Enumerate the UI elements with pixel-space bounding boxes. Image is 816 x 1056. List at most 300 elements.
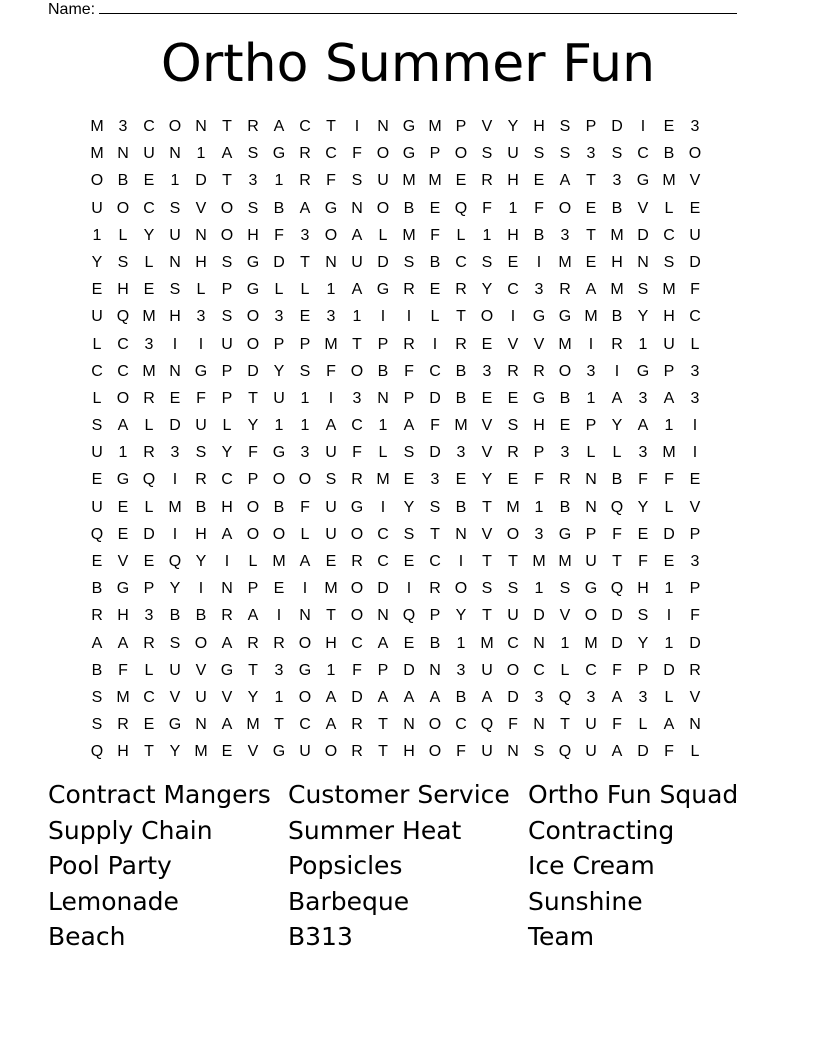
grid-letter[interactable]: A <box>403 688 415 706</box>
grid-letter[interactable]: 1 <box>664 634 674 652</box>
grid-letter[interactable]: L <box>664 199 674 217</box>
grid-letter[interactable]: 1 <box>456 634 466 652</box>
grid-letter[interactable]: 3 <box>586 362 596 380</box>
grid-letter[interactable]: O <box>454 145 468 163</box>
grid-letter[interactable]: N <box>637 253 649 271</box>
grid-letter[interactable]: 1 <box>196 145 206 163</box>
grid-letter[interactable]: O <box>688 145 702 163</box>
grid-letter[interactable]: N <box>221 580 233 598</box>
grid-letter[interactable]: G <box>324 199 338 217</box>
grid-letter[interactable]: 1 <box>664 417 674 435</box>
grid-letter[interactable]: L <box>586 444 596 462</box>
grid-letter[interactable]: F <box>690 281 700 299</box>
grid-letter[interactable]: E <box>533 172 545 190</box>
grid-letter[interactable]: V <box>117 553 129 570</box>
grid-letter[interactable]: C <box>377 553 389 570</box>
grid-letter[interactable]: N <box>377 118 389 135</box>
grid-letter[interactable]: P <box>273 335 285 353</box>
grid-letter[interactable]: C <box>351 417 363 435</box>
grid-letter[interactable]: A <box>221 525 233 543</box>
grid-letter[interactable]: P <box>455 118 467 135</box>
grid-letter[interactable]: R <box>351 553 363 570</box>
grid-letter[interactable]: S <box>169 199 181 217</box>
grid-letter[interactable]: N <box>325 253 337 271</box>
grid-letter[interactable]: C <box>637 145 649 163</box>
grid-letter[interactable]: F <box>300 498 310 516</box>
grid-letter[interactable]: O <box>480 308 494 326</box>
grid-letter[interactable]: N <box>299 607 311 625</box>
grid-letter[interactable]: R <box>117 716 129 734</box>
grid-letter[interactable]: D <box>533 607 545 625</box>
grid-letter[interactable]: Q <box>610 498 624 516</box>
grid-letter[interactable]: G <box>532 308 546 326</box>
grid-letter[interactable]: 3 <box>274 661 284 679</box>
grid-letter[interactable]: S <box>533 145 545 163</box>
grid-letter[interactable]: L <box>560 661 570 679</box>
grid-letter[interactable]: M <box>324 580 338 598</box>
grid-letter[interactable]: Y <box>481 471 493 489</box>
grid-letter[interactable]: L <box>144 417 154 435</box>
grid-letter[interactable]: U <box>689 226 701 244</box>
grid-letter[interactable]: B <box>455 498 467 516</box>
grid-letter[interactable]: C <box>325 145 337 163</box>
grid-letter[interactable]: 3 <box>586 145 596 163</box>
grid-letter[interactable]: I <box>588 335 594 353</box>
grid-letter[interactable]: T <box>248 389 258 407</box>
grid-letter[interactable]: E <box>637 525 649 543</box>
grid-letter[interactable]: U <box>377 172 389 190</box>
grid-letter[interactable]: M <box>662 281 676 299</box>
grid-letter[interactable]: T <box>482 607 492 625</box>
grid-letter[interactable]: L <box>690 743 700 761</box>
grid-letter[interactable]: B <box>377 362 389 380</box>
grid-letter[interactable]: S <box>221 253 233 271</box>
grid-letter[interactable]: N <box>169 362 181 380</box>
grid-letter[interactable]: T <box>430 525 440 543</box>
grid-letter[interactable]: V <box>481 444 493 462</box>
grid-letter[interactable]: F <box>404 362 414 380</box>
grid-letter[interactable]: M <box>454 417 468 435</box>
grid-letter[interactable]: S <box>247 145 259 163</box>
grid-letter[interactable]: 1 <box>300 389 310 407</box>
grid-letter[interactable]: 3 <box>612 172 622 190</box>
grid-letter[interactable]: G <box>584 580 598 598</box>
grid-letter[interactable]: O <box>506 525 520 543</box>
grid-letter[interactable]: L <box>300 525 310 543</box>
grid-letter[interactable]: H <box>533 118 545 135</box>
grid-letter[interactable]: L <box>664 688 674 706</box>
grid-letter[interactable]: I <box>224 553 230 570</box>
grid-letter[interactable]: 1 <box>118 444 128 462</box>
grid-letter[interactable]: T <box>274 716 284 734</box>
grid-letter[interactable]: A <box>299 199 311 217</box>
grid-letter[interactable]: O <box>428 743 442 761</box>
grid-letter[interactable]: N <box>585 498 597 516</box>
grid-letter[interactable]: T <box>352 335 362 353</box>
grid-letter[interactable]: Y <box>611 417 623 435</box>
grid-letter[interactable]: H <box>325 634 337 652</box>
grid-letter[interactable]: S <box>169 634 181 652</box>
grid-letter[interactable]: C <box>143 199 155 217</box>
grid-letter[interactable]: G <box>246 253 260 271</box>
grid-letter[interactable]: A <box>481 688 493 706</box>
grid-letter[interactable]: C <box>507 634 519 652</box>
grid-letter[interactable]: P <box>143 580 155 598</box>
grid-letter[interactable]: Y <box>637 634 649 652</box>
grid-letter[interactable]: Q <box>558 743 572 761</box>
grid-letter[interactable]: B <box>559 498 571 516</box>
grid-letter[interactable]: V <box>689 688 701 706</box>
grid-letter[interactable]: M <box>558 553 572 570</box>
grid-letter[interactable]: F <box>326 172 336 190</box>
grid-letter[interactable]: H <box>195 253 207 271</box>
grid-letter[interactable]: S <box>403 525 415 543</box>
grid-letter[interactable]: T <box>248 661 258 679</box>
grid-letter[interactable]: O <box>116 389 130 407</box>
grid-letter[interactable]: Q <box>454 199 468 217</box>
grid-letter[interactable]: B <box>91 661 103 679</box>
grid-letter[interactable]: F <box>664 471 674 489</box>
grid-letter[interactable]: M <box>142 308 156 326</box>
grid-letter[interactable]: R <box>221 607 233 625</box>
grid-letter[interactable]: D <box>273 253 285 271</box>
grid-letter[interactable]: C <box>377 525 389 543</box>
grid-letter[interactable]: C <box>455 253 467 271</box>
name-field[interactable] <box>48 0 737 19</box>
grid-letter[interactable]: Q <box>142 471 156 489</box>
grid-letter[interactable]: U <box>91 199 103 217</box>
grid-letter[interactable]: B <box>429 253 441 271</box>
grid-letter[interactable]: S <box>117 253 129 271</box>
grid-letter[interactable]: N <box>169 145 181 163</box>
grid-letter[interactable]: S <box>403 444 415 462</box>
grid-letter[interactable]: B <box>455 389 467 407</box>
grid-letter[interactable]: G <box>220 661 234 679</box>
grid-letter[interactable]: 3 <box>638 389 648 407</box>
grid-letter[interactable]: N <box>117 145 129 163</box>
grid-letter[interactable]: R <box>143 444 155 462</box>
grid-letter[interactable]: 1 <box>586 389 596 407</box>
grid-letter[interactable]: L <box>144 661 154 679</box>
grid-letter[interactable]: R <box>299 172 311 190</box>
grid-letter[interactable]: M <box>610 281 624 299</box>
grid-letter[interactable]: 1 <box>508 199 518 217</box>
grid-letter[interactable]: R <box>507 444 519 462</box>
grid-letter[interactable]: F <box>352 444 362 462</box>
grid-letter[interactable]: A <box>429 688 441 706</box>
grid-letter[interactable]: O <box>454 580 468 598</box>
grid-letter[interactable]: 3 <box>170 444 180 462</box>
grid-letter[interactable]: 3 <box>690 389 700 407</box>
grid-letter[interactable]: E <box>481 389 493 407</box>
grid-letter[interactable]: S <box>325 471 337 489</box>
grid-letter[interactable]: A <box>559 172 571 190</box>
grid-letter[interactable]: 1 <box>326 661 336 679</box>
grid-letter[interactable]: B <box>195 607 207 625</box>
grid-letter[interactable]: E <box>143 281 155 299</box>
grid-letter[interactable]: T <box>560 716 570 734</box>
grid-letter[interactable]: 3 <box>690 553 700 570</box>
grid-letter[interactable]: I <box>380 498 386 516</box>
grid-letter[interactable]: U <box>143 145 155 163</box>
grid-letter[interactable]: L <box>612 444 622 462</box>
grid-letter[interactable]: 1 <box>326 281 336 299</box>
grid-letter[interactable]: M <box>168 498 182 516</box>
grid-letter[interactable]: G <box>532 389 546 407</box>
grid-letter[interactable]: F <box>612 525 622 543</box>
grid-letter[interactable]: S <box>481 253 493 271</box>
grid-letter[interactable]: F <box>430 417 440 435</box>
grid-letter[interactable]: 3 <box>118 118 128 135</box>
grid-letter[interactable]: M <box>558 335 572 353</box>
grid-letter[interactable]: U <box>273 389 285 407</box>
grid-letter[interactable]: U <box>325 525 337 543</box>
grid-letter[interactable]: O <box>272 525 286 543</box>
grid-letter[interactable]: A <box>325 716 337 734</box>
grid-letter[interactable]: Y <box>403 498 415 516</box>
grid-letter[interactable]: T <box>456 308 466 326</box>
grid-letter[interactable]: 1 <box>664 580 674 598</box>
grid-letter[interactable]: M <box>90 145 104 163</box>
grid-letter[interactable]: D <box>611 634 623 652</box>
grid-letter[interactable]: S <box>221 308 233 326</box>
grid-letter[interactable]: 1 <box>534 498 544 516</box>
grid-letter[interactable]: 1 <box>482 226 492 244</box>
grid-letter[interactable]: D <box>689 634 701 652</box>
grid-letter[interactable]: 3 <box>534 525 544 543</box>
grid-letter[interactable]: E <box>91 471 103 489</box>
grid-letter[interactable]: V <box>507 335 519 353</box>
grid-letter[interactable]: P <box>533 444 545 462</box>
grid-letter[interactable]: 1 <box>92 226 102 244</box>
grid-letter[interactable]: T <box>508 553 518 570</box>
grid-letter[interactable]: C <box>533 661 545 679</box>
grid-letter[interactable]: E <box>507 253 519 271</box>
grid-letter[interactable]: C <box>91 362 103 380</box>
grid-letter[interactable]: 1 <box>274 688 284 706</box>
grid-letter[interactable]: G <box>116 471 130 489</box>
grid-letter[interactable]: H <box>507 226 519 244</box>
grid-letter[interactable]: M <box>272 553 286 570</box>
grid-letter[interactable]: P <box>247 471 259 489</box>
grid-letter[interactable]: 3 <box>248 172 258 190</box>
grid-letter[interactable]: T <box>222 118 232 135</box>
grid-letter[interactable]: G <box>298 661 312 679</box>
grid-letter[interactable]: M <box>324 335 338 353</box>
grid-letter[interactable]: S <box>507 580 519 598</box>
grid-letter[interactable]: I <box>692 444 698 462</box>
grid-letter[interactable]: I <box>380 308 386 326</box>
grid-letter[interactable]: L <box>430 308 440 326</box>
grid-letter[interactable]: S <box>611 145 623 163</box>
grid-letter[interactable]: M <box>610 226 624 244</box>
grid-letter[interactable]: O <box>506 661 520 679</box>
grid-letter[interactable]: V <box>533 335 545 353</box>
grid-letter[interactable]: F <box>352 661 362 679</box>
grid-letter[interactable]: D <box>247 362 259 380</box>
grid-letter[interactable]: M <box>376 471 390 489</box>
grid-letter[interactable]: N <box>429 661 441 679</box>
grid-letter[interactable]: L <box>690 335 700 353</box>
grid-letter[interactable]: P <box>689 580 701 598</box>
grid-letter[interactable]: C <box>585 661 597 679</box>
grid-letter[interactable]: R <box>299 145 311 163</box>
grid-letter[interactable]: 3 <box>274 308 284 326</box>
grid-letter[interactable]: S <box>351 172 363 190</box>
grid-letter[interactable]: B <box>403 199 415 217</box>
grid-letter[interactable]: T <box>378 716 388 734</box>
grid-letter[interactable]: M <box>246 716 260 734</box>
grid-letter[interactable]: O <box>246 335 260 353</box>
grid-letter[interactable]: G <box>272 444 286 462</box>
grid-letter[interactable]: O <box>324 743 338 761</box>
grid-letter[interactable]: F <box>274 226 284 244</box>
grid-letter[interactable]: O <box>220 199 234 217</box>
grid-letter[interactable]: L <box>248 553 258 570</box>
grid-letter[interactable]: P <box>689 525 701 543</box>
grid-letter[interactable]: O <box>168 118 182 135</box>
grid-letter[interactable]: F <box>196 389 206 407</box>
grid-letter[interactable]: L <box>638 716 648 734</box>
grid-letter[interactable]: Y <box>169 743 181 761</box>
grid-letter[interactable]: F <box>638 553 648 570</box>
grid-letter[interactable]: U <box>195 688 207 706</box>
grid-letter[interactable]: 3 <box>638 444 648 462</box>
grid-letter[interactable]: C <box>299 716 311 734</box>
grid-letter[interactable]: M <box>116 688 130 706</box>
grid-letter[interactable]: S <box>91 417 103 435</box>
grid-letter[interactable]: U <box>507 607 519 625</box>
grid-letter[interactable]: N <box>533 716 545 734</box>
grid-letter[interactable]: R <box>91 607 103 625</box>
grid-letter[interactable]: C <box>429 553 441 570</box>
grid-letter[interactable]: E <box>585 253 597 271</box>
grid-letter[interactable]: M <box>428 118 442 135</box>
grid-letter[interactable]: A <box>585 281 597 299</box>
grid-letter[interactable]: 3 <box>300 226 310 244</box>
grid-letter[interactable]: H <box>117 743 129 761</box>
grid-letter[interactable]: P <box>221 362 233 380</box>
grid-letter[interactable]: S <box>533 743 545 761</box>
grid-letter[interactable]: M <box>662 172 676 190</box>
grid-letter[interactable]: O <box>90 172 104 190</box>
grid-letter[interactable]: P <box>221 389 233 407</box>
name-underline[interactable] <box>99 0 737 14</box>
grid-letter[interactable]: B <box>533 226 545 244</box>
grid-letter[interactable]: Q <box>168 553 182 570</box>
grid-letter[interactable]: E <box>117 498 129 516</box>
grid-letter[interactable]: O <box>350 525 364 543</box>
grid-letter[interactable]: I <box>458 553 464 570</box>
grid-letter[interactable]: G <box>116 580 130 598</box>
grid-letter[interactable]: R <box>455 281 467 299</box>
grid-letter[interactable]: 1 <box>378 417 388 435</box>
grid-letter[interactable]: E <box>689 471 701 489</box>
grid-letter[interactable]: I <box>406 580 412 598</box>
grid-letter[interactable]: Q <box>116 308 130 326</box>
grid-letter[interactable]: U <box>351 253 363 271</box>
grid-letter[interactable]: U <box>481 743 493 761</box>
grid-letter[interactable]: L <box>664 498 674 516</box>
grid-letter[interactable]: V <box>247 743 259 761</box>
grid-letter[interactable]: I <box>198 580 204 598</box>
grid-letter[interactable]: S <box>481 580 493 598</box>
grid-letter[interactable]: I <box>172 525 178 543</box>
grid-letter[interactable]: 3 <box>144 335 154 353</box>
grid-letter[interactable]: O <box>376 199 390 217</box>
grid-letter[interactable]: G <box>402 145 416 163</box>
grid-letter[interactable]: D <box>611 118 623 135</box>
grid-letter[interactable]: 1 <box>352 308 362 326</box>
grid-letter[interactable]: L <box>274 281 284 299</box>
grid-letter[interactable]: C <box>455 716 467 734</box>
grid-letter[interactable]: V <box>637 199 649 217</box>
grid-letter[interactable]: C <box>143 688 155 706</box>
grid-letter[interactable]: N <box>585 471 597 489</box>
grid-letter[interactable]: F <box>612 661 622 679</box>
grid-letter[interactable]: 3 <box>196 308 206 326</box>
grid-letter[interactable]: G <box>350 498 364 516</box>
grid-letter[interactable]: F <box>690 607 700 625</box>
grid-letter[interactable]: H <box>611 253 623 271</box>
grid-letter[interactable]: F <box>326 362 336 380</box>
grid-letter[interactable]: M <box>194 743 208 761</box>
grid-letter[interactable]: P <box>221 281 233 299</box>
grid-letter[interactable]: C <box>221 471 233 489</box>
grid-letter[interactable]: 1 <box>534 580 544 598</box>
grid-letter[interactable]: P <box>429 145 441 163</box>
grid-letter[interactable]: G <box>246 281 260 299</box>
grid-letter[interactable]: Y <box>247 417 259 435</box>
grid-letter[interactable]: A <box>117 417 129 435</box>
grid-letter[interactable]: A <box>299 553 311 570</box>
grid-letter[interactable]: D <box>689 253 701 271</box>
grid-letter[interactable]: R <box>273 634 285 652</box>
grid-letter[interactable]: M <box>584 634 598 652</box>
grid-letter[interactable]: U <box>169 226 181 244</box>
grid-letter[interactable]: 3 <box>326 308 336 326</box>
grid-letter[interactable]: S <box>559 580 571 598</box>
grid-letter[interactable]: M <box>480 634 494 652</box>
grid-letter[interactable]: A <box>273 118 285 135</box>
grid-letter[interactable]: M <box>558 253 572 271</box>
grid-letter[interactable]: A <box>377 688 389 706</box>
grid-letter[interactable]: S <box>637 281 649 299</box>
grid-letter[interactable]: D <box>377 253 389 271</box>
grid-letter[interactable]: L <box>144 253 154 271</box>
grid-letter[interactable]: 3 <box>638 688 648 706</box>
grid-letter[interactable]: O <box>376 145 390 163</box>
grid-letter[interactable]: O <box>558 362 572 380</box>
grid-letter[interactable]: O <box>428 716 442 734</box>
grid-letter[interactable]: F <box>664 743 674 761</box>
grid-letter[interactable]: N <box>455 525 467 543</box>
grid-letter[interactable]: A <box>403 417 415 435</box>
grid-letter[interactable]: B <box>169 607 181 625</box>
grid-letter[interactable]: F <box>430 226 440 244</box>
grid-letter[interactable]: L <box>456 226 466 244</box>
grid-letter[interactable]: B <box>195 498 207 516</box>
grid-letter[interactable]: O <box>350 607 364 625</box>
grid-letter[interactable]: O <box>584 607 598 625</box>
grid-letter[interactable]: A <box>637 417 649 435</box>
grid-letter[interactable]: R <box>533 362 545 380</box>
grid-letter[interactable]: I <box>302 580 308 598</box>
grid-letter[interactable]: I <box>640 118 646 135</box>
grid-letter[interactable]: D <box>663 661 675 679</box>
grid-letter[interactable]: S <box>507 417 519 435</box>
grid-letter[interactable]: C <box>117 362 129 380</box>
